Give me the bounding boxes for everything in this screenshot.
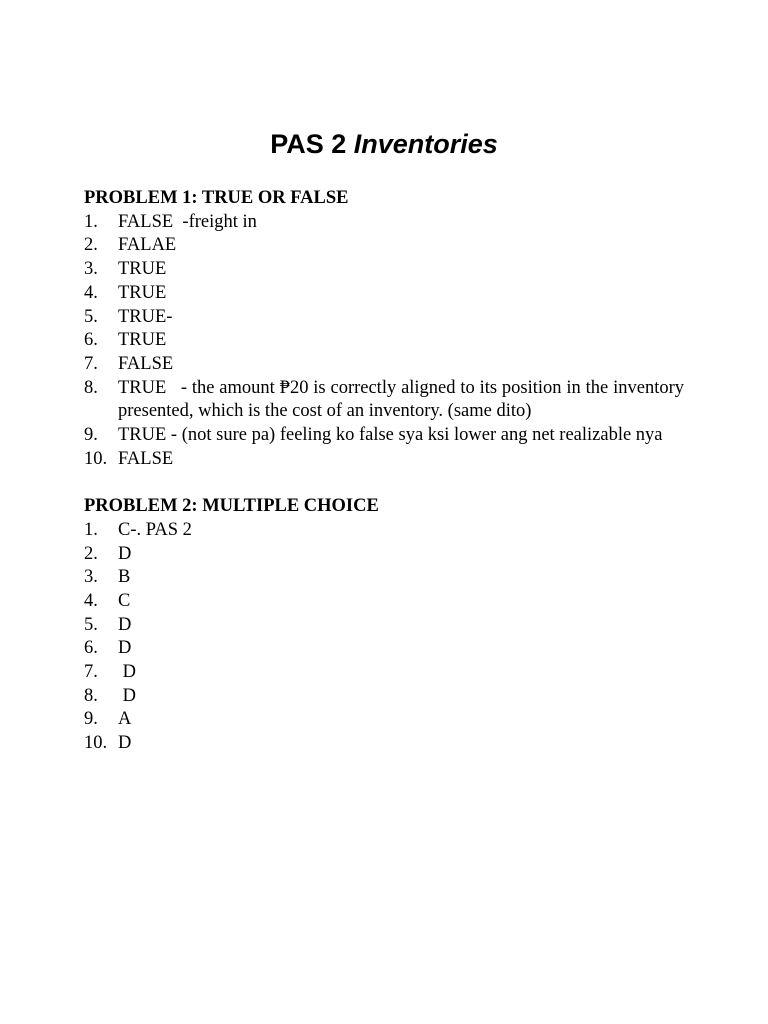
problem-2-heading: PROBLEM 2: MULTIPLE CHOICE bbox=[84, 496, 379, 517]
list-item bbox=[84, 282, 684, 306]
item-number: 7. bbox=[84, 662, 98, 683]
item-number: 8. bbox=[84, 685, 98, 706]
list-item bbox=[84, 448, 684, 472]
page-title bbox=[0, 126, 768, 162]
item-answer: A bbox=[118, 709, 132, 730]
document-content bbox=[84, 187, 689, 756]
item-answer: FALAE bbox=[118, 235, 177, 256]
list-item bbox=[84, 543, 684, 567]
problem-1-heading: PROBLEM 1: TRUE OR FALSE bbox=[84, 188, 349, 208]
list-item bbox=[84, 685, 684, 709]
item-answer: C bbox=[118, 590, 131, 611]
item-answer: FALSE -freight in bbox=[118, 211, 257, 232]
list-item bbox=[84, 566, 684, 590]
item-number: 3. bbox=[84, 259, 98, 280]
item-answer: B bbox=[118, 567, 131, 588]
item-number: 10. bbox=[84, 448, 108, 469]
item-number: 5. bbox=[84, 614, 98, 635]
item-number: 7. bbox=[84, 353, 98, 374]
item-number: 2. bbox=[84, 235, 98, 256]
item-answer: TRUE- bbox=[118, 306, 173, 327]
problem-1-section bbox=[84, 187, 689, 471]
item-answer: TRUE bbox=[118, 259, 167, 280]
item-number: 8. bbox=[84, 377, 98, 398]
item-answer: FALSE bbox=[118, 448, 174, 469]
item-answer: TRUE bbox=[118, 282, 167, 303]
item-answer: D bbox=[118, 543, 132, 564]
list-item bbox=[84, 732, 684, 756]
item-answer: TRUE bbox=[118, 330, 167, 351]
item-answer: D bbox=[118, 662, 136, 683]
list-item bbox=[84, 519, 684, 543]
list-item bbox=[84, 637, 684, 661]
item-answer: TRUE - (not sure pa) feeling ko false sya ksi lower ang net realizable nya bbox=[118, 425, 663, 446]
list-item bbox=[84, 211, 684, 235]
item-answer: D bbox=[118, 733, 132, 754]
title-italic: Inventories bbox=[353, 129, 498, 159]
item-answer: FALSE bbox=[118, 353, 174, 374]
list-item bbox=[84, 234, 684, 258]
title-main: PAS 2 bbox=[270, 129, 354, 159]
item-answer: D bbox=[118, 614, 132, 635]
item-number: 4. bbox=[84, 282, 98, 303]
list-item bbox=[84, 329, 684, 353]
list-item bbox=[84, 661, 684, 685]
list-item bbox=[84, 377, 689, 424]
item-number: 2. bbox=[84, 543, 98, 564]
item-number: 3. bbox=[84, 567, 98, 588]
item-number: 1. bbox=[84, 519, 98, 540]
list-item bbox=[84, 590, 684, 614]
section-spacer bbox=[84, 471, 684, 495]
list-item bbox=[84, 306, 684, 330]
item-answer: C-. PAS 2 bbox=[118, 519, 192, 540]
list-item bbox=[84, 708, 684, 732]
item-number: 9. bbox=[84, 709, 98, 730]
item-number: 5. bbox=[84, 306, 98, 327]
problem-1-list bbox=[84, 211, 689, 472]
item-answer: TRUE - the amount ₱20 is correctly aligned to its position in the inventory presented, which is the cost of an inventory. (same dito) bbox=[118, 377, 689, 422]
item-number: 6. bbox=[84, 330, 98, 351]
item-number: 1. bbox=[84, 211, 98, 232]
problem-2-section bbox=[84, 495, 684, 756]
problem-2-list bbox=[84, 519, 684, 756]
list-item bbox=[84, 258, 684, 282]
item-number: 4. bbox=[84, 590, 98, 611]
list-item bbox=[84, 353, 684, 377]
item-number: 10. bbox=[84, 733, 108, 754]
list-item bbox=[84, 614, 684, 638]
item-answer: D bbox=[118, 638, 132, 659]
item-answer: D bbox=[118, 685, 136, 706]
item-number: 6. bbox=[84, 638, 98, 659]
list-item bbox=[84, 424, 684, 448]
item-number: 9. bbox=[84, 425, 98, 446]
